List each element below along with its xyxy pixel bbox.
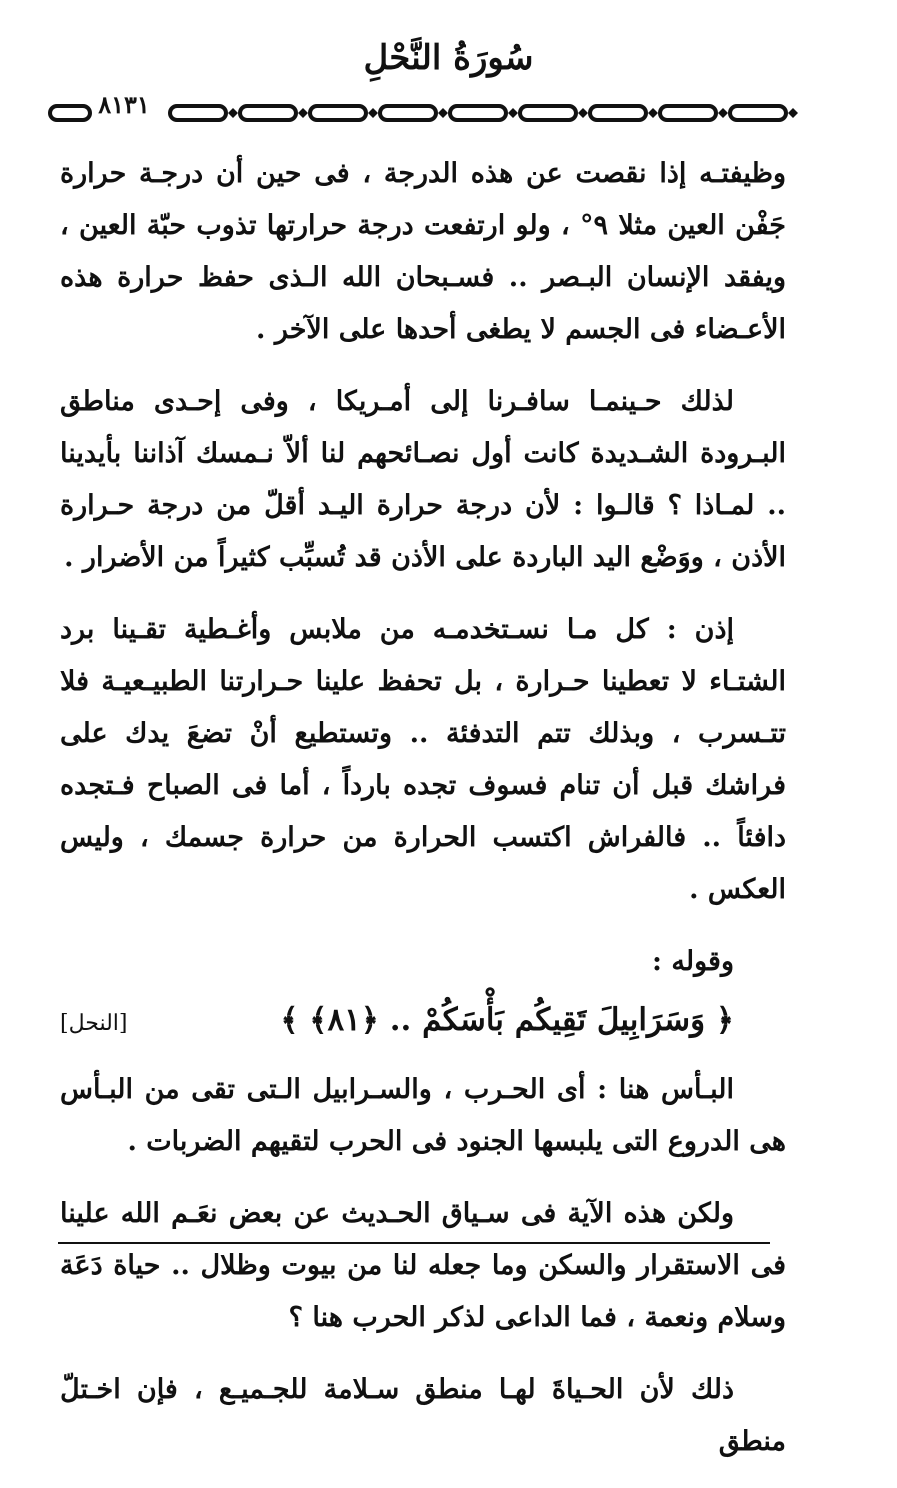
paragraph-1: وظيفتـه إذا نقصت عن هذه الدرجة ، فى حين أن درجـة حرارة جَفْن العين مثلا ٩° ، ولو ارتفعت درجة حرارتها تذوب حبّة العين ، ويفقد الإنسان البـصر .. فسـبحان الله الـذى حفظ حرارة هذه الأعـضاء فى الجسم لا يطغى أحدها على الآخر . xyxy=(60,158,786,345)
paragraph-3: إذن : كل مـا نسـتخدمـه من ملابس وأغـطية تقـينا برد الشتـاء لا تعطينا حـرارة ، بل تحفظ علينا حـرارتنا الطبيـعيـة فلا تتـسرب ، وبذلك تتم التدفئة .. وتستطيع أنْ تضعَ يدك على فراشك قبل أن تنام فسوف تجده بارداً ، أما فى الصباح فـتجده دافئاً .. فالفراش اكتسب الحرارة من حرارة جسمك ، وليس العكس . xyxy=(60,614,786,905)
footnote-divider xyxy=(58,1242,770,1244)
verse-text: ﴿ وَسَرَابِيلَ تَقِيكُم بَأْسَكُمْ .. ﴿٨١﴾ ﴾ xyxy=(280,1002,734,1038)
surah-title: سُورَةُ النَّحْلِ xyxy=(363,38,534,78)
paragraph-5: ولكن هذه الآية فى سـياق الحـديث عن بعض نعَـم الله علينا فى الاستقرار والسكن وما جعله لنا من بيوت وظلال .. حياة دَعَة وسلام ونعمة ، فما الداعى لذكر الحرب هنا ؟ xyxy=(60,1198,786,1333)
paragraph-2: لذلك حـينمـا سافـرنا إلى أمـريكا ، وفى إحـدى مناطق البـرودة الشـديدة كانت أول نصـائحهم لنا ألاّ نـمسك آذاننا بأيدينا .. لمـاذا ؟ قالـوا : لأن درجة حرارة اليـد أقلّ من درجة حـرارة الأذن ، ووَضْع اليد الباردة على الأذن قد تُسبِّب كثيراً من الأضرار . xyxy=(60,386,786,573)
chain-ornament-icon xyxy=(40,96,815,130)
decorative-border xyxy=(40,96,815,130)
paragraph-4: البـأس هنا : أى الحـرب ، والسـرابيل الـتى تقى من البـأس هى الدروع التى يلبسها الجنود فى الحرب لتقيهم الضربات . xyxy=(60,1074,786,1157)
paragraph-6: ذلك لأن الحـياةَ لهـا منطق سـلامة للجـميـع ، فإن اخـتلّ منطق xyxy=(60,1374,786,1457)
verse-reference: [النحل] xyxy=(60,1011,128,1036)
quran-verse xyxy=(60,994,786,1052)
verse-intro: وقوله : xyxy=(652,946,734,977)
page-body xyxy=(60,148,786,1488)
page-number: ٨١٣١ xyxy=(92,88,156,122)
